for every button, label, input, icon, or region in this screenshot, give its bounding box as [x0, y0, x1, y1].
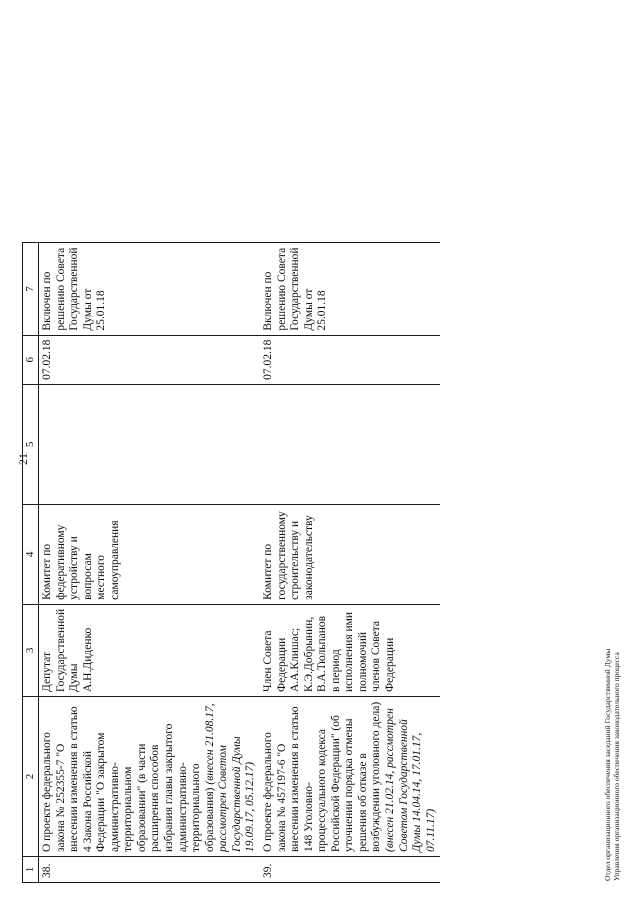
- page-number: 21: [16, 453, 30, 465]
- header-cell: 6: [23, 335, 39, 384]
- header-cell: 3: [23, 604, 39, 696]
- status-cell: Включен по решению Совета Государственной Думы от 25.01.18: [260, 243, 440, 335]
- header-cell: 1: [23, 857, 39, 883]
- footer-line: Управления организационного обеспечения законодательного процесса: [612, 652, 622, 881]
- empty-cell: [260, 384, 440, 504]
- table-header-row: [23, 243, 39, 883]
- bill-author: Депутат Государственной Думы А.Н.Диденко: [38, 604, 260, 696]
- empty-cell: [38, 384, 260, 504]
- agenda-table: [22, 242, 440, 883]
- bill-description: [260, 697, 440, 857]
- bill-note: (внесен 21.02.14, рассмотрен Советом Государственной Думы 14.04.14, 17.01.17, 07.11.17): [384, 708, 437, 852]
- responsible-committee: Комитет по государственному строительству и законодательству: [260, 504, 440, 604]
- header-cell: 4: [23, 504, 39, 604]
- bill-title: О проекте федерального закона № 457197-6 "О внесении изменения в статью 148 Уголовно-процессуального кодекса Российской Федерации" (об уточнении порядка отмены решения об отказе в возбуждении уголовного дела): [261, 701, 383, 852]
- footer: [603, 649, 622, 881]
- table-row: [38, 243, 260, 883]
- bill-description: [38, 697, 260, 857]
- bill-author: Член Совета Федерации А.А.Клишас; К.Э.Добрынин, В.А.Тюльпанов в период исполнения ими полномочий членов Совета Федерации: [260, 604, 440, 696]
- row-number: 38.: [38, 857, 260, 883]
- header-cell: 7: [23, 243, 39, 335]
- date-cell: 07.02.18: [260, 335, 440, 384]
- table-row: [260, 243, 440, 883]
- row-number: 39.: [260, 857, 440, 883]
- bill-note: (внесен 21.08.17, рассмотрен Советом Государственной Думы 19.09.17, 05.12.17): [203, 703, 257, 852]
- date-cell: 07.02.18: [38, 335, 260, 384]
- footer-line: Отдел организационного обеспечения заседаний Государственной Думы: [603, 648, 612, 881]
- responsible-committee: Комитет по федеративному устройству и вопросам местного самоуправления: [38, 504, 260, 604]
- status-cell: Включен по решению Совета Государственной Думы от 25.01.18: [38, 243, 260, 335]
- header-cell: 5: [23, 384, 39, 504]
- bill-title: О проекте федерального закона № 252355-7 "О внесении изменения в статью 4 Закона Российской Федерации "О закрытом административно-территориальном образовании" (в части расширения способов избрания главы закрытого административно-территориального образования): [40, 706, 216, 852]
- header-cell: 2: [23, 697, 39, 857]
